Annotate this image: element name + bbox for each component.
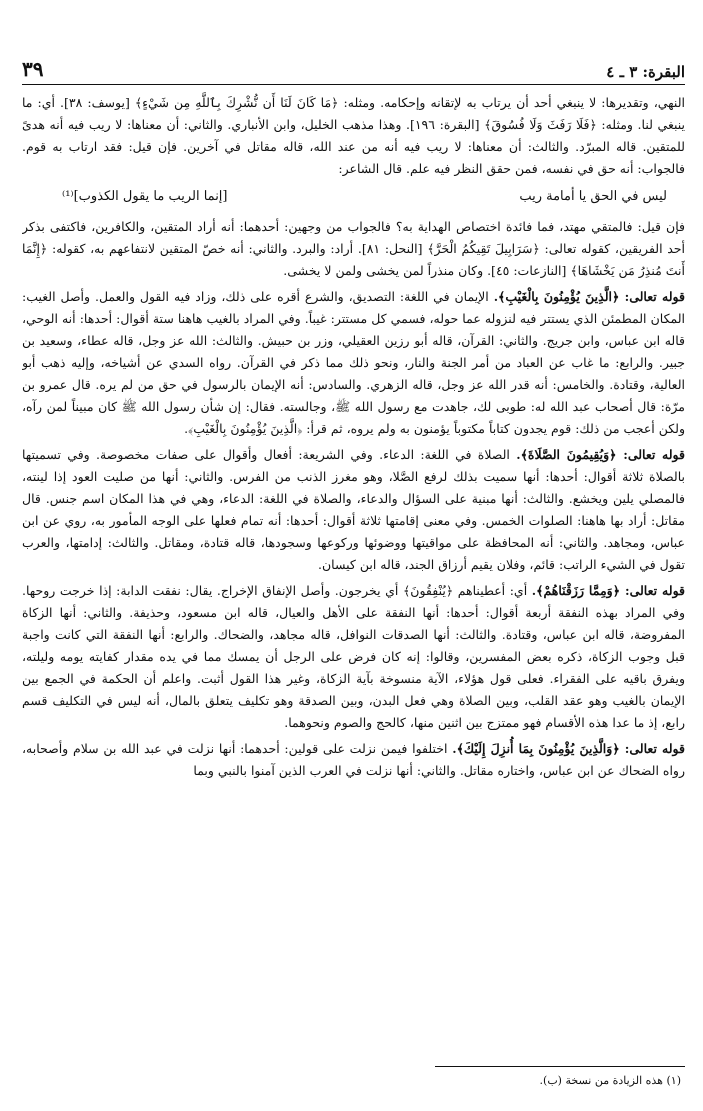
paragraph-lead: قوله تعالى: ﴿وَالَّذِينَ يُؤْمِنُونَ بِمَا أُنزِلَ إِلَيْكَ﴾. [452, 741, 685, 756]
footnote: (١) هذه الزيادة من نسخة (ب). [539, 1074, 681, 1087]
paragraph-text: الصلاة في اللغة: الدعاء. وفي الشريعة: أفعال وأقوال على صفات مخصوصة. وفي تسميتها بالصلاة ثلاثة أقوال: أحدها: أنها سميت بذلك لرفع الصَّلا، وهو مغرز الذنب من الفرس. والثاني: أنها من صليت العود إذا لينته، فالمصلي يلين ويخشع. والثالث: أنها مبنية على السؤال والدعاء، والصلاة في اللغة: الدعاء، وهي في هذا المكان اسم جنس. قال مقاتل: أراد بها هاهنا: الصلوات الخمس. وفي معنى إقامتها ثلاثة أقوال: أحدها: أنه تمام فعلها على الوجه المأمور به، روي عن ابن عباس، ومجاهد. والثاني: أنه المحافظة على مواقيتها ووضوئها وركوعها وسجودها، قاله قتادة، ومقاتل. والثالث: إدامتها، والعرب تقول في الشيء الراتب: قائم، وفلان يقيم أرزاق الجند، قاله ابن كيسان. [22, 447, 685, 572]
running-title: البقرة: ٣ ـ ٤ [606, 63, 685, 81]
paragraph-text: أي: أعطيناهم ﴿يُنْفِقُونَ﴾ أي يخرجون. وأصل الإنفاق الإخراج. يقال: نفقت الدابة: إذا خرجت روحها. وفي المراد بهذه النفقة أربعة أقوال: أحدها: أنها النفقة على الأهل والعيال، قاله ابن مسعود، وحذيفة. والثاني: أنها الزكاة المفروضة، قاله ابن عباس، وقتادة. والثالث: أنها الصدقات النوافل، قاله مجاهد، والضحاك. والرابع: أنها النفقة التي كانت واجبة قبل وجوب الزكاة، ذكره بعض المفسرين، وقالوا: إنه كان فرض على الرجل أن يمسك مما في يده مقدار كفايته يومه وليلته، ويفرق باقيه على الفقراء. فعلى قول هؤلاء، الآية منسوخة بآية الزكاة، وغير هذا القول أثبت. واعلم أن الحكمة في الجمع بين الإيمان بالغيب وهو عقد القلب، وبين الصلاة وهي فعل البدن، وبين الصدقة وهو تكليف يتعلق بالمال، أنه ليس في التكليف قسم رابع، إذ ما عدا هذه الأقسام فهو ممتزج بين اثنين منها، كالحج والصوم ونحوهما. [22, 583, 685, 730]
paragraph-1 [22, 92, 685, 180]
paragraph-2 [22, 216, 685, 282]
paragraph-lead: قوله تعالى: ﴿وَمِمَّا رَزَقْنَاهُمْ﴾. [531, 583, 685, 598]
paragraph-3 [22, 286, 685, 440]
paragraph-lead: قوله تعالى: ﴿وَيُقِيمُونَ الصَّلَاةَ﴾. [516, 447, 685, 462]
page-header [22, 55, 685, 85]
paragraph-text: النهي، وتقديرها: لا ينبغي أحد أن يرتاب به لإتقانه وإحكامه. ومثله: ﴿مَا كَانَ لَنَا أَن نُّشْرِكَ بِٱللَّهِ مِن شَيْءٍ﴾ [يوسف: ٣٨]. أي: ما ينبغي لنا. ومثله: ﴿فَلَا رَفَثَ وَلَا فُسُوقَ﴾ [البقرة: ١٩٦]. وهذا مذهب الخليل، وابن الأنباري. والثاني: أن معناها: لا ريب فيه أنه هدىً للمتقين. قاله المبرّد. والثالث: أن معناها: لا ريب فيه أنه من عند الله، قاله مقاتل في آخرين. فإن قيل: فقد ارتاب به قوم. فالجواب: أنه حق في نفسه، فمن حقق النظر فيه علم. قال الشاعر: [22, 95, 685, 176]
paragraph-4 [22, 444, 685, 576]
paragraph-text: الإيمان في اللغة: التصديق، والشرع أقره على ذلك، وزاد فيه القول والعمل. وأصل الغيب: المكان المطمئن الذي يستتر فيه لنزوله عما حوله، فسمي كل مستتر: غيباً. وفي المراد بالغيب هاهنا ستة أقوال: أحدها: أنه الوحي، قاله ابن عباس، وابن جريج. والثاني: القرآن، قاله أبو رزين العقيلي، وزر بن حبيش. والثالث: الله عز وجل، قاله عطاء، وسعيد بن جبير. والرابع: ما غاب عن العباد من أمر الجنة والنار، ونحو ذلك مما ذكر في القرآن. رواه السدي عن أشياخه، وإليه ذهب أبو العالية، وقتادة. والخامس: أنه قدر الله عز وجل، قاله الزهري. والسادس: أنه الإيمان بالرسول في حق من لم يره. قال عمرو بن مرّة: قال أصحاب عبد الله له: طوبى لك، جاهدت مع رسول الله ﷺ، وجالسته. فقال: إن شأن رسول الله ﷺ كان مبيناً لمن رآه، ولكن أعجب من ذلك: قوم يجدون كتاباً مكتوباً يؤمنون به ولم يروه، ثم قرأ: ﴿الَّذِينَ يُؤْمِنُونَ بِالْغَيْبِ﴾. [22, 289, 685, 436]
poetry-verse [22, 184, 685, 210]
footnote-divider [435, 1066, 685, 1067]
paragraph-text: فإن قيل: فالمتقي مهتد، فما فائدة اختصاص الهداية به؟ فالجواب من وجهين: أحدهما: أنه أراد المتقين، والكافرين، فاكتفى بذكر أحد الفريقين، كقوله تعالى: ﴿سَرَابِيلَ تَقِيكُمُ الْحَرَّ﴾ [النحل: ٨١]. أراد: والبرد. والثاني: أنه خصّ المتقين لانتفاعهم به، كقوله: ﴿إِنَّمَا أَنتَ مُنذِرُ مَن يَخْشَاهَا﴾ [النازعات: ٤٥]. وكان منذراً لمن يخشى ولمن لا يخشى. [22, 219, 685, 278]
verse-first-hemistich: ليس في الحق يا أمامة ريب [519, 189, 667, 204]
page-number: ٣٩ [22, 57, 44, 81]
paragraph-lead: قوله تعالى: ﴿الَّذِينَ يُؤْمِنُونَ بِالْغَيْبِ﴾. [493, 289, 685, 304]
page-body [22, 92, 685, 1031]
paragraph-6 [22, 738, 685, 782]
verse-second-hemistich: [إنما الريب ما يقول الكذوب]⁽¹⁾ [62, 189, 228, 204]
paragraph-text: اختلفوا فيمن نزلت على قولين: أحدهما: أنها نزلت في عبد الله بن سلام وأصحابه، رواه الضحاك عن ابن عباس، واختاره مقاتل. والثاني: أنها نزلت في العرب الذين آمنوا بالنبي وبما [22, 741, 685, 778]
paragraph-5 [22, 580, 685, 734]
